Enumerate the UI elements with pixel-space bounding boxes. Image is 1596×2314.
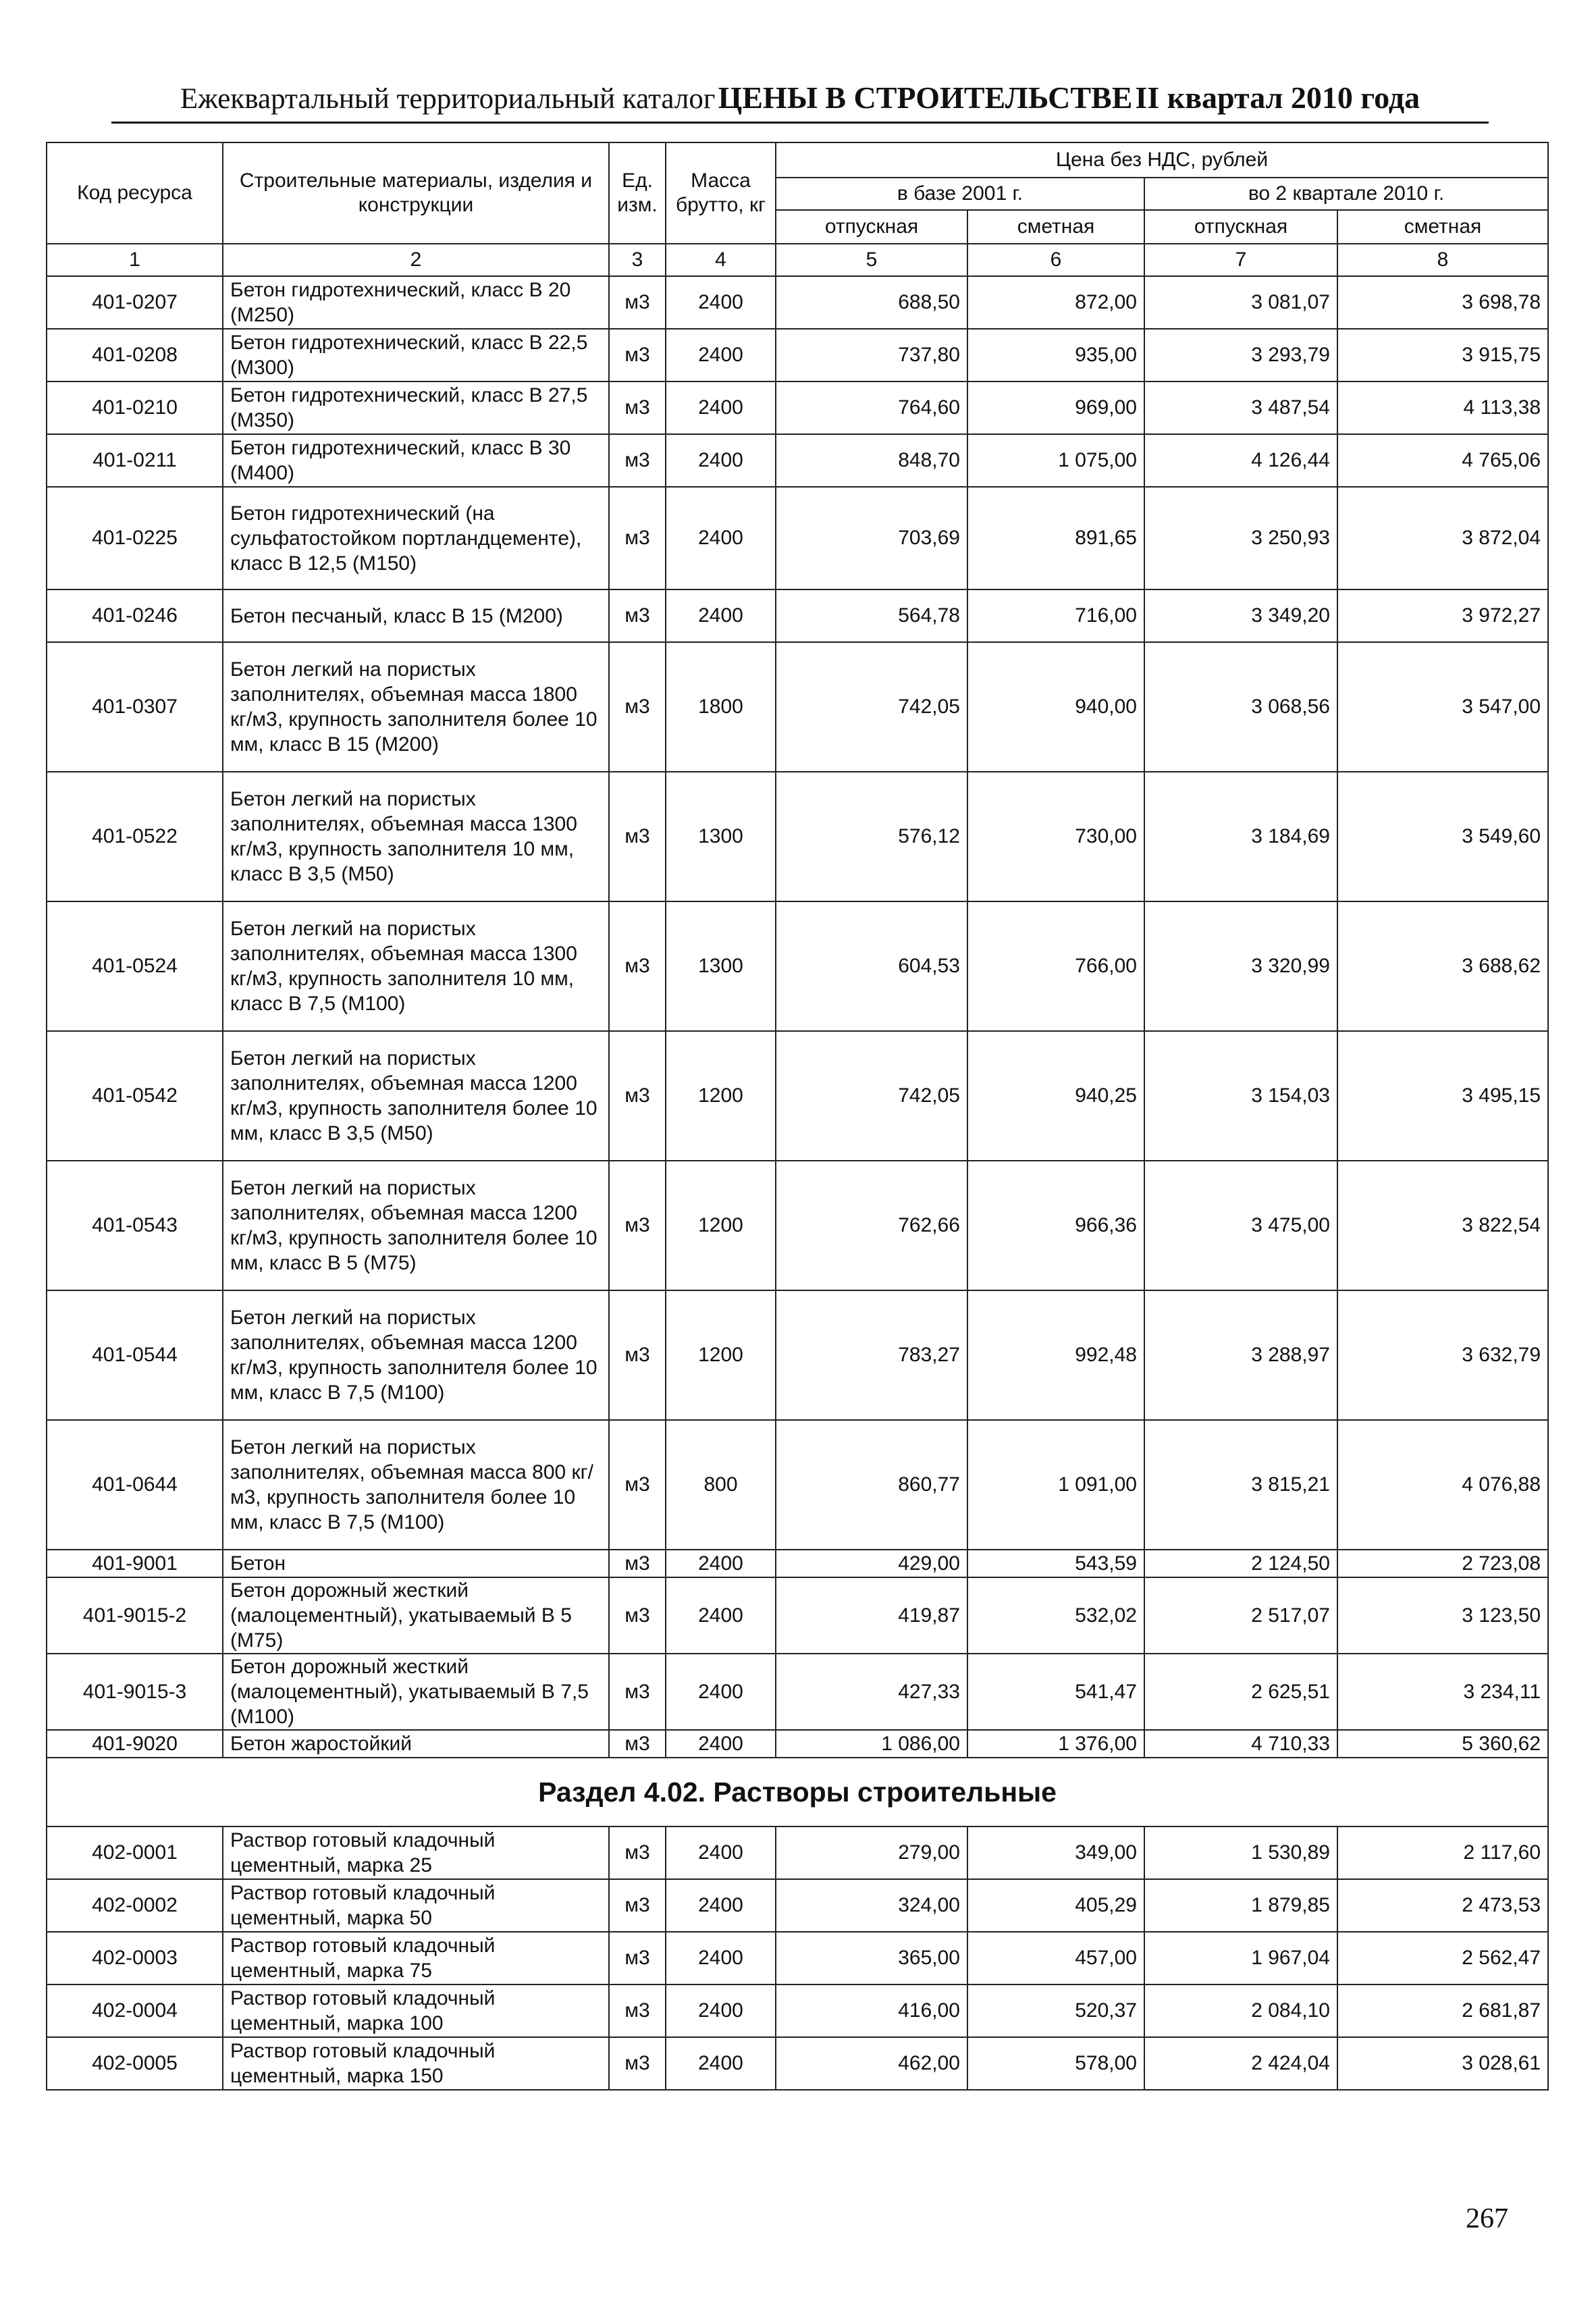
resource-code: 402-0003 [47, 1932, 223, 1984]
price-base-wholesale: 742,05 [776, 1031, 967, 1161]
price-base-wholesale: 764,60 [776, 382, 967, 434]
column-number: 1 [47, 244, 223, 276]
column-number: 8 [1337, 244, 1548, 276]
resource-code: 401-9020 [47, 1730, 223, 1758]
catalog-title: ЦЕНЫ В СТРОИТЕЛЬСТВЕ [718, 80, 1133, 115]
material-name: Бетон песчаный, класс В 15 (М200) [223, 589, 609, 642]
material-name: Бетон гидротехнический, класс В 27,5 (М350) [223, 382, 609, 434]
price-base-estimate: 969,00 [967, 382, 1144, 434]
column-number: 4 [666, 244, 776, 276]
unit-cell: м3 [609, 589, 666, 642]
material-name: Раствор готовый кладочный цементный, марка 50 [223, 1879, 609, 1932]
unit-cell: м3 [609, 382, 666, 434]
table-row [47, 589, 1548, 642]
header-mass: Масса брутто, кг [666, 142, 776, 244]
price-base-wholesale: 860,77 [776, 1420, 967, 1550]
table-row [47, 1550, 1548, 1577]
mass-cell: 2400 [666, 1932, 776, 1984]
table-row [47, 2037, 1548, 2090]
material-name: Бетон дорожный жесткий (малоцементный), укатываемый В 7,5 (М100) [223, 1654, 609, 1730]
price-current-wholesale: 1 967,04 [1144, 1932, 1337, 1984]
mass-cell: 2400 [666, 329, 776, 382]
material-name: Бетон гидротехнический, класс В 30 (М400) [223, 434, 609, 487]
table-row [47, 1932, 1548, 1984]
price-base-wholesale: 762,66 [776, 1161, 967, 1290]
resource-code: 401-0210 [47, 382, 223, 434]
mass-cell: 2400 [666, 1984, 776, 2037]
material-name: Бетон легкий на пористых заполнителях, объемная масса 1300 кг/м3, крупность заполнителя 10 мм, класс В 7,5 (М100) [223, 901, 609, 1031]
price-base-wholesale: 703,69 [776, 487, 967, 589]
price-current-wholesale: 3 293,79 [1144, 329, 1337, 382]
material-name: Бетон жаростойкий [223, 1730, 609, 1758]
unit-cell: м3 [609, 2037, 666, 2090]
unit-cell: м3 [609, 772, 666, 901]
price-current-estimate: 3 822,54 [1337, 1161, 1548, 1290]
mass-cell: 2400 [666, 487, 776, 589]
mass-cell: 1800 [666, 642, 776, 772]
price-base-estimate: 940,25 [967, 1031, 1144, 1161]
column-number: 5 [776, 244, 967, 276]
mass-cell: 1300 [666, 901, 776, 1031]
table-row [47, 1826, 1548, 1879]
resource-code: 402-0005 [47, 2037, 223, 2090]
price-current-estimate: 3 123,50 [1337, 1577, 1548, 1654]
price-current-wholesale: 1 530,89 [1144, 1826, 1337, 1879]
price-table [46, 142, 1549, 2091]
unit-cell: м3 [609, 329, 666, 382]
unit-cell: м3 [609, 901, 666, 1031]
table-row [47, 1984, 1548, 2037]
resource-code: 401-0225 [47, 487, 223, 589]
unit-cell: м3 [609, 1161, 666, 1290]
material-name: Раствор готовый кладочный цементный, марка 75 [223, 1932, 609, 1984]
material-name: Раствор готовый кладочный цементный, марка 150 [223, 2037, 609, 2090]
price-base-wholesale: 427,33 [776, 1654, 967, 1730]
price-current-estimate: 4 765,06 [1337, 434, 1548, 487]
price-base-wholesale: 737,80 [776, 329, 967, 382]
price-base-wholesale: 365,00 [776, 1932, 967, 1984]
material-name: Раствор готовый кладочный цементный, марка 25 [223, 1826, 609, 1879]
price-current-wholesale: 4 126,44 [1144, 434, 1337, 487]
header-wholesale: отпускная [1144, 210, 1337, 244]
price-current-estimate: 2 723,08 [1337, 1550, 1548, 1577]
header-code: Код ресурса [47, 142, 223, 244]
mass-cell: 2400 [666, 1577, 776, 1654]
price-current-estimate: 3 549,60 [1337, 772, 1548, 901]
unit-cell: м3 [609, 276, 666, 329]
unit-cell: м3 [609, 434, 666, 487]
mass-cell: 1200 [666, 1290, 776, 1420]
price-current-wholesale: 4 710,33 [1144, 1730, 1337, 1758]
unit-cell: м3 [609, 1932, 666, 1984]
resource-code: 401-0542 [47, 1031, 223, 1161]
table-row [47, 1654, 1548, 1730]
material-name: Бетон легкий на пористых заполнителях, объемная масса 1200 кг/м3, крупность заполнителя более 10 мм, класс В 3,5 (М50) [223, 1031, 609, 1161]
price-current-estimate: 3 028,61 [1337, 2037, 1548, 2090]
price-base-wholesale: 279,00 [776, 1826, 967, 1879]
header-base-2001: в базе 2001 г. [776, 178, 1144, 210]
price-base-wholesale: 848,70 [776, 434, 967, 487]
catalog-label: Ежеквартальный территориальный каталог [180, 83, 716, 115]
mass-cell: 2400 [666, 589, 776, 642]
table-row [47, 1290, 1548, 1420]
header-estimate: сметная [1337, 210, 1548, 244]
page-header [111, 80, 1489, 124]
price-base-wholesale: 742,05 [776, 642, 967, 772]
unit-cell: м3 [609, 1826, 666, 1879]
price-base-estimate: 405,29 [967, 1879, 1144, 1932]
price-base-estimate: 992,48 [967, 1290, 1144, 1420]
price-base-wholesale: 576,12 [776, 772, 967, 901]
price-current-wholesale: 2 517,07 [1144, 1577, 1337, 1654]
table-row [47, 642, 1548, 772]
table-row [47, 276, 1548, 329]
price-current-estimate: 3 915,75 [1337, 329, 1548, 382]
resource-code: 401-0544 [47, 1290, 223, 1420]
material-name: Бетон легкий на пористых заполнителях, объемная масса 800 кг/м3, крупность заполнителя более 10 мм, класс В 7,5 (М100) [223, 1420, 609, 1550]
mass-cell: 2400 [666, 1826, 776, 1879]
mass-cell: 2400 [666, 1879, 776, 1932]
price-current-estimate: 4 113,38 [1337, 382, 1548, 434]
mass-cell: 1300 [666, 772, 776, 901]
price-base-estimate: 349,00 [967, 1826, 1144, 1879]
column-number: 7 [1144, 244, 1337, 276]
resource-code: 402-0001 [47, 1826, 223, 1879]
header-unit: Ед. изм. [609, 142, 666, 244]
unit-cell: м3 [609, 642, 666, 772]
price-current-wholesale: 3 320,99 [1144, 901, 1337, 1031]
resource-code: 401-0208 [47, 329, 223, 382]
price-base-wholesale: 429,00 [776, 1550, 967, 1577]
resource-code: 402-0004 [47, 1984, 223, 2037]
price-current-wholesale: 2 424,04 [1144, 2037, 1337, 2090]
resource-code: 401-0644 [47, 1420, 223, 1550]
resource-code: 401-0211 [47, 434, 223, 487]
table-row [47, 1031, 1548, 1161]
price-current-wholesale: 3 288,97 [1144, 1290, 1337, 1420]
mass-cell: 2400 [666, 382, 776, 434]
table-row [47, 487, 1548, 589]
price-base-estimate: 1 376,00 [967, 1730, 1144, 1758]
table-row [47, 1161, 1548, 1290]
price-current-wholesale: 3 250,93 [1144, 487, 1337, 589]
unit-cell: м3 [609, 1577, 666, 1654]
table-row [47, 1577, 1548, 1654]
mass-cell: 800 [666, 1420, 776, 1550]
material-name: Бетон легкий на пористых заполнителях, объемная масса 1200 кг/м3, крупность заполнителя более 10 мм, класс В 7,5 (М100) [223, 1290, 609, 1420]
price-current-estimate: 3 547,00 [1337, 642, 1548, 772]
table-row [47, 434, 1548, 487]
price-base-estimate: 578,00 [967, 2037, 1144, 2090]
price-current-wholesale: 3 068,56 [1144, 642, 1337, 772]
price-base-estimate: 1 091,00 [967, 1420, 1144, 1550]
price-base-wholesale: 462,00 [776, 2037, 967, 2090]
header-wholesale: отпускная [776, 210, 967, 244]
price-base-estimate: 520,37 [967, 1984, 1144, 2037]
mass-cell: 1200 [666, 1161, 776, 1290]
price-base-estimate: 457,00 [967, 1932, 1144, 1984]
resource-code: 401-0207 [47, 276, 223, 329]
header-q2-2010: во 2 квартале 2010 г. [1144, 178, 1548, 210]
price-current-estimate: 2 681,87 [1337, 1984, 1548, 2037]
price-current-estimate: 5 360,62 [1337, 1730, 1548, 1758]
price-current-wholesale: 3 475,00 [1144, 1161, 1337, 1290]
column-number: 2 [223, 244, 609, 276]
resource-code: 401-0522 [47, 772, 223, 901]
material-name: Бетон [223, 1550, 609, 1577]
price-current-estimate: 2 473,53 [1337, 1879, 1548, 1932]
resource-code: 401-0543 [47, 1161, 223, 1290]
price-base-estimate: 541,47 [967, 1654, 1144, 1730]
price-current-estimate: 3 234,11 [1337, 1654, 1548, 1730]
column-number: 6 [967, 244, 1144, 276]
resource-code: 401-9015-2 [47, 1577, 223, 1654]
table-row [47, 329, 1548, 382]
unit-cell: м3 [609, 1654, 666, 1730]
unit-cell: м3 [609, 1550, 666, 1577]
unit-cell: м3 [609, 1290, 666, 1420]
price-current-estimate: 3 495,15 [1337, 1031, 1548, 1161]
price-current-estimate: 3 872,04 [1337, 487, 1548, 589]
price-current-estimate: 4 076,88 [1337, 1420, 1548, 1550]
price-base-wholesale: 564,78 [776, 589, 967, 642]
header-estimate: сметная [967, 210, 1144, 244]
price-current-estimate: 2 562,47 [1337, 1932, 1548, 1984]
price-base-wholesale: 1 086,00 [776, 1730, 967, 1758]
price-base-estimate: 940,00 [967, 642, 1144, 772]
price-current-wholesale: 3 081,07 [1144, 276, 1337, 329]
table-row [47, 772, 1548, 901]
price-base-estimate: 543,59 [967, 1550, 1144, 1577]
price-current-wholesale: 1 879,85 [1144, 1879, 1337, 1932]
price-current-estimate: 3 688,62 [1337, 901, 1548, 1031]
resource-code: 401-9015-3 [47, 1654, 223, 1730]
price-current-wholesale: 3 154,03 [1144, 1031, 1337, 1161]
price-current-estimate: 3 698,78 [1337, 276, 1548, 329]
price-base-estimate: 1 075,00 [967, 434, 1144, 487]
price-base-wholesale: 419,87 [776, 1577, 967, 1654]
unit-cell: м3 [609, 1879, 666, 1932]
resource-code: 401-0307 [47, 642, 223, 772]
resource-code: 401-9001 [47, 1550, 223, 1577]
price-current-estimate: 3 632,79 [1337, 1290, 1548, 1420]
table-row [47, 382, 1548, 434]
material-name: Бетон гидротехнический, класс В 20 (М250) [223, 276, 609, 329]
price-base-estimate: 730,00 [967, 772, 1144, 901]
column-number: 3 [609, 244, 666, 276]
page-number: 267 [1466, 2203, 1508, 2234]
unit-cell: м3 [609, 487, 666, 589]
material-name: Бетон легкий на пористых заполнителях, объемная масса 1200 кг/м3, крупность заполнителя более 10 мм, класс В 5 (М75) [223, 1161, 609, 1290]
unit-cell: м3 [609, 1730, 666, 1758]
price-base-wholesale: 688,50 [776, 276, 967, 329]
mass-cell: 2400 [666, 276, 776, 329]
section-heading-row [47, 1758, 1548, 1826]
price-current-wholesale: 3 349,20 [1144, 589, 1337, 642]
price-base-estimate: 935,00 [967, 329, 1144, 382]
mass-cell: 1200 [666, 1031, 776, 1161]
price-base-wholesale: 416,00 [776, 1984, 967, 2037]
material-name: Бетон гидротехнический (на сульфатостойком портландцементе), класс В 12,5 (М150) [223, 487, 609, 589]
price-current-wholesale: 2 124,50 [1144, 1550, 1337, 1577]
material-name: Бетон легкий на пористых заполнителях, объемная масса 1300 кг/м3, крупность заполнителя 10 мм, класс В 3,5 (М50) [223, 772, 609, 901]
price-current-wholesale: 2 625,51 [1144, 1654, 1337, 1730]
price-current-wholesale: 3 487,54 [1144, 382, 1337, 434]
unit-cell: м3 [609, 1031, 666, 1161]
resource-code: 401-0524 [47, 901, 223, 1031]
header-price: Цена без НДС, рублей [776, 142, 1548, 178]
unit-cell: м3 [609, 1984, 666, 2037]
price-current-estimate: 3 972,27 [1337, 589, 1548, 642]
price-base-estimate: 532,02 [967, 1577, 1144, 1654]
table-row [47, 1420, 1548, 1550]
resource-code: 402-0002 [47, 1879, 223, 1932]
column-number-row [47, 244, 1548, 276]
price-base-estimate: 872,00 [967, 276, 1144, 329]
catalog-period: II квартал 2010 года [1135, 80, 1420, 115]
price-current-wholesale: 2 084,10 [1144, 1984, 1337, 2037]
mass-cell: 2400 [666, 1654, 776, 1730]
price-base-estimate: 766,00 [967, 901, 1144, 1031]
table-row [47, 901, 1548, 1031]
price-base-wholesale: 783,27 [776, 1290, 967, 1420]
mass-cell: 2400 [666, 1730, 776, 1758]
mass-cell: 2400 [666, 434, 776, 487]
header-name: Строительные материалы, изделия и конструкции [223, 142, 609, 244]
unit-cell: м3 [609, 1420, 666, 1550]
price-base-estimate: 716,00 [967, 589, 1144, 642]
price-current-wholesale: 3 815,21 [1144, 1420, 1337, 1550]
table-row [47, 1730, 1548, 1758]
material-name: Бетон легкий на пористых заполнителях, объемная масса 1800 кг/м3, крупность заполнителя более 10 мм, класс В 15 (М200) [223, 642, 609, 772]
table-row [47, 1879, 1548, 1932]
material-name: Бетон гидротехнический, класс В 22,5 (М300) [223, 329, 609, 382]
section-title: Раздел 4.02. Растворы строительные [47, 1758, 1548, 1826]
price-base-estimate: 966,36 [967, 1161, 1144, 1290]
price-base-estimate: 891,65 [967, 487, 1144, 589]
price-current-wholesale: 3 184,69 [1144, 772, 1337, 901]
mass-cell: 2400 [666, 1550, 776, 1577]
price-base-wholesale: 604,53 [776, 901, 967, 1031]
resource-code: 401-0246 [47, 589, 223, 642]
material-name: Раствор готовый кладочный цементный, марка 100 [223, 1984, 609, 2037]
mass-cell: 2400 [666, 2037, 776, 2090]
material-name: Бетон дорожный жесткий (малоцементный), укатываемый В 5 (М75) [223, 1577, 609, 1654]
price-current-estimate: 2 117,60 [1337, 1826, 1548, 1879]
price-base-wholesale: 324,00 [776, 1879, 967, 1932]
